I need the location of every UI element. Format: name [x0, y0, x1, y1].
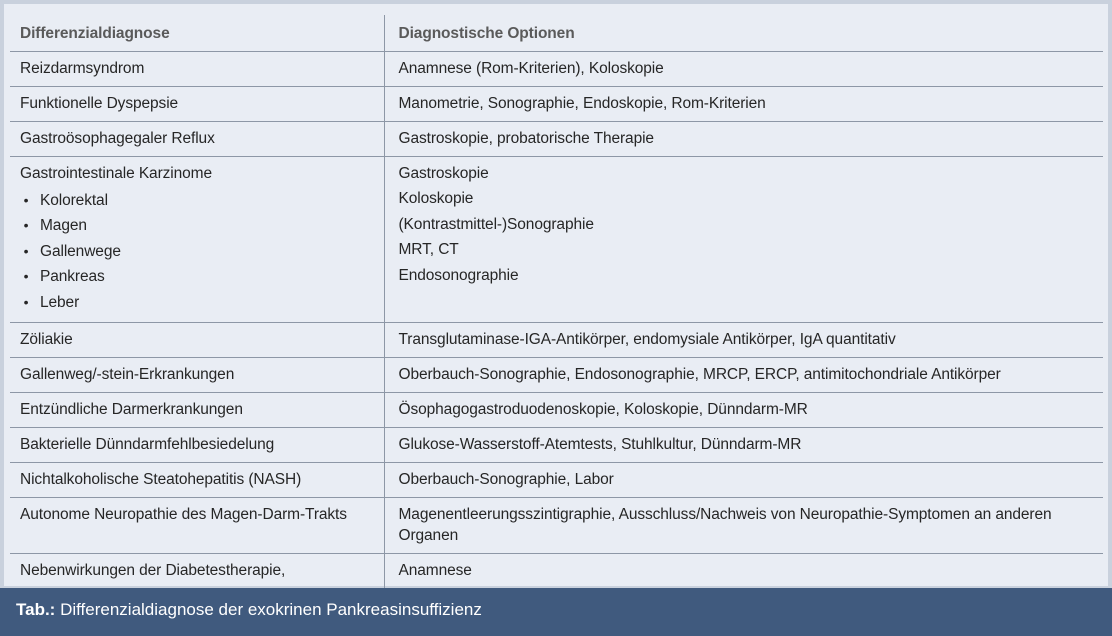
bullet-icon: •	[23, 268, 29, 285]
list-item	[20, 239, 376, 264]
option-line: Koloskopie	[398, 190, 474, 208]
table-row	[10, 323, 1103, 358]
options-list	[399, 161, 1096, 288]
table-row	[10, 122, 1103, 157]
bullet-icon: •	[23, 293, 29, 310]
diagnosis-title: Gastrointestinale Karzinome	[20, 165, 213, 182]
bullet-icon: •	[23, 192, 29, 208]
bullet-icon: •	[23, 242, 29, 259]
table-caption	[0, 588, 1112, 636]
diagnosis-cell: Reizdarmsyndrom	[10, 52, 384, 87]
options-cell: Anamnese (Rom-Kriterien), Koloskopie	[384, 52, 1103, 87]
diagnosis-cell: Gastroösophagegaler Reflux	[10, 122, 384, 157]
table-panel	[4, 4, 1108, 586]
options-cell	[384, 157, 1103, 323]
list-item	[20, 188, 376, 213]
bullet-icon: •	[23, 217, 29, 234]
table-row	[10, 157, 1103, 323]
table-row	[10, 358, 1103, 393]
table-row	[10, 393, 1103, 428]
subitem-label: Pankreas	[40, 268, 105, 286]
option-line: Endosonographie	[398, 266, 519, 284]
differential-diagnosis-table	[10, 15, 1103, 613]
subitem-label: Leber	[40, 293, 80, 311]
options-cell: Ösophagogastroduodenoskopie, Koloskopie, Dünndarm-MR	[384, 393, 1103, 428]
diagnosis-cell	[10, 157, 384, 323]
subitem-list	[20, 188, 376, 315]
diagnosis-cell: Entzündliche Darmerkrankungen	[10, 393, 384, 428]
options-cell: Oberbauch-Sonographie, Labor	[384, 463, 1103, 498]
diagnosis-cell: Autonome Neuropathie des Magen-Darm-Trakts	[10, 498, 384, 554]
diagnosis-cell: Bakterielle Dünndarmfehlbesiedelung	[10, 428, 384, 463]
options-cell: Manometrie, Sonographie, Endoskopie, Rom-Kriterien	[384, 87, 1103, 122]
diagnosis-cell: Funktionelle Dyspepsie	[10, 87, 384, 122]
list-item	[20, 213, 376, 238]
column-header-diagnosis: Differenzialdiagnose	[10, 15, 384, 52]
subitem-label: Kolorektal	[40, 192, 108, 209]
caption-label: Tab.:	[16, 600, 56, 619]
diagnosis-cell: Zöliakie	[10, 323, 384, 358]
list-item	[20, 290, 376, 315]
list-item	[20, 264, 376, 289]
options-cell: Anamnese	[384, 554, 1103, 614]
column-header-options: Diagnostische Optionen	[384, 15, 1103, 52]
table-header-row	[10, 15, 1103, 52]
table-row	[10, 428, 1103, 463]
diagnosis-line: Nebenwirkungen der Diabetestherapie,	[20, 562, 286, 580]
options-cell: Gastroskopie, probatorische Therapie	[384, 122, 1103, 157]
caption-text: Differenzialdiagnose der exokrinen Pankreasinsuffizienz	[55, 600, 482, 619]
table-row	[10, 498, 1103, 554]
option-line: MRT, CT	[398, 241, 459, 259]
option-line: Gastroskopie	[398, 165, 489, 182]
diagnosis-cell: Nichtalkoholische Steatohepatitis (NASH)	[10, 463, 384, 498]
options-cell: Magenentleerungsszintigraphie, Ausschluss/Nachweis von Neuropathie-Symptomen an anderen Organen	[384, 498, 1103, 554]
diagnosis-cell: Gallenweg/-stein-Erkrankungen	[10, 358, 384, 393]
options-cell: Glukose-Wasserstoff-Atemtests, Stuhlkultur, Dünndarm-MR	[384, 428, 1103, 463]
table-row	[10, 52, 1103, 87]
subitem-label: Gallenwege	[40, 242, 121, 260]
option-line: (Kontrastmittel-)Sonographie	[398, 215, 594, 233]
table-row	[10, 87, 1103, 122]
table-row	[10, 463, 1103, 498]
options-cell: Oberbauch-Sonographie, Endosonographie, MRCP, ERCP, antimitochondriale Antikörper	[384, 358, 1103, 393]
options-cell: Transglutaminase-IGA-Antikörper, endomysiale Antikörper, IgA quantitativ	[384, 323, 1103, 358]
subitem-label: Magen	[40, 217, 87, 235]
